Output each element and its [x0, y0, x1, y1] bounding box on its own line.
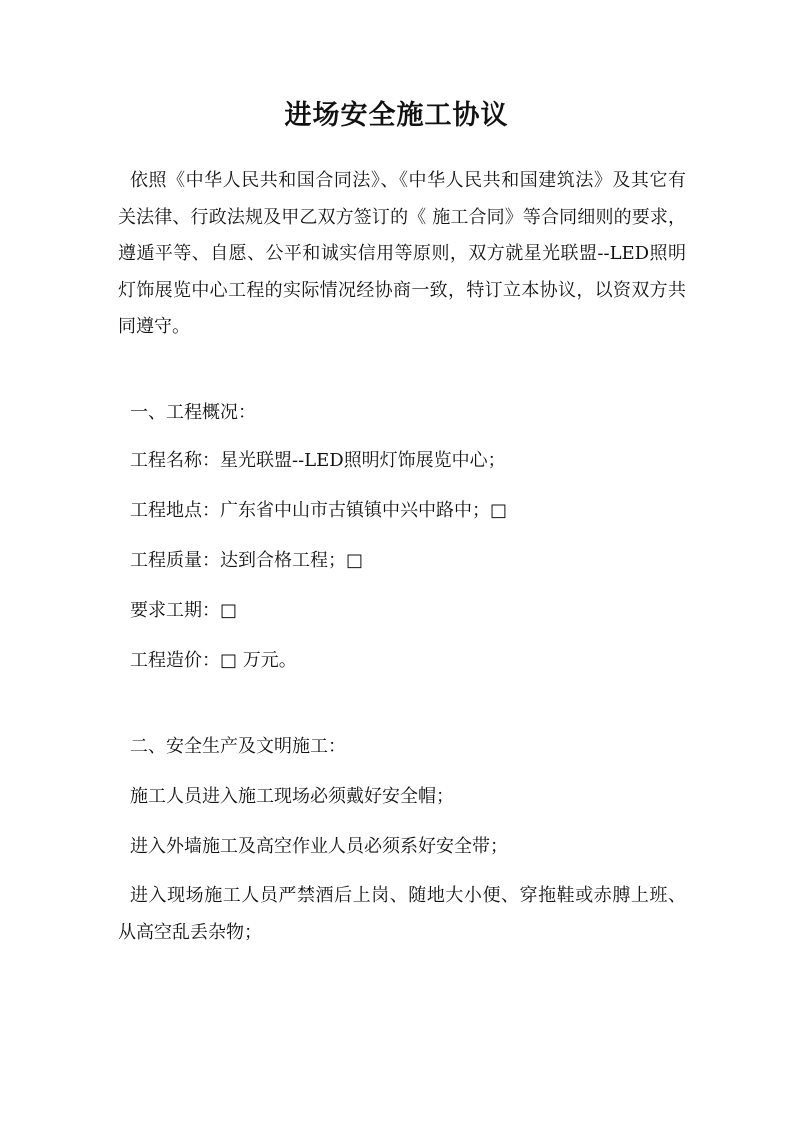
project-cost: 工程造价：□ 万元。 — [130, 650, 297, 671]
section-2-heading: 二、安全生产及文明施工： — [130, 736, 346, 757]
project-quality: 工程质量：达到合格工程；□ — [130, 550, 364, 571]
project-period: 要求工期：□ — [130, 600, 238, 621]
project-location: 工程地点：广东省中山市古镇镇中兴中路中；□ — [130, 500, 508, 521]
intro-paragraph: 依照《中华人民共和国合同法》、《中华人民共和国建筑法》及其它有关法律、行政法规及甲乙双方签订的《 施工合同》等合同细则的要求，遵遁平等、自愿、公平和诚实信用等原则，双方就星光联盟--LED照明灯饰展览中心工程的实际情况经协商一致，特订立本协议，以资双方共同遵守。 — [118, 170, 686, 337]
document-title: 进场安全施工协议 — [284, 100, 509, 131]
safety-item-helmet: 施工人员进入施工现场必须戴好安全帽； — [130, 786, 454, 807]
project-name: 工程名称：星光联盟--LED照明灯饰展览中心； — [130, 450, 506, 471]
safety-item-harness: 进入外墙施工及高空作业人员必须系好安全带； — [130, 836, 508, 857]
section-1-heading: 一、工程概况： — [130, 402, 256, 423]
safety-item-conduct: 进入现场施工人员严禁酒后上岗、随地大小便、穿拖鞋或赤膊上班、从高空乱丢杂物； — [118, 885, 686, 943]
